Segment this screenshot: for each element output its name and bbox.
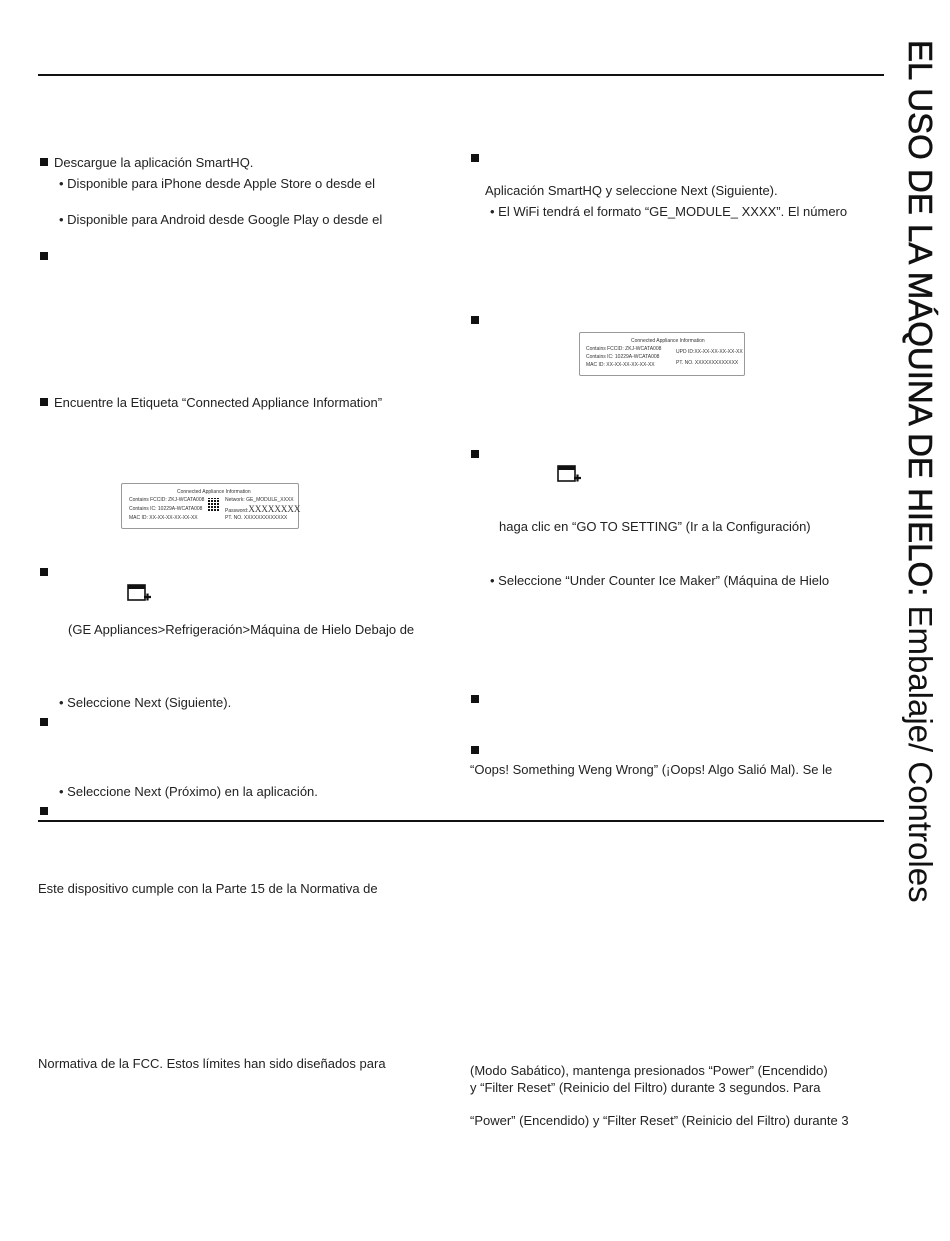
label-password-value: XXXXXXXX (248, 504, 301, 514)
fcc-compliance-text: Este dispositivo cumple con la Parte 15 de la Normativa de (38, 881, 378, 896)
iphone-availability: • Disponible para iPhone desde Apple Store o desde el (59, 176, 376, 191)
bullet-square (471, 695, 479, 703)
section-title-bold: EL USO DE LA MÁQUINA DE HIELO: (902, 40, 939, 597)
bullet-square (471, 316, 479, 324)
wifi-format-note: • El WiFi tendrá el formato “GE_MODULE_ XXXX”. El número (490, 204, 848, 219)
go-to-setting-instruction: haga clic en “GO TO SETTING” (Ir a la Configuración) (499, 519, 811, 534)
label-title: Connected Appliance Information (177, 489, 251, 495)
label-ic: Contains IC: 10229A-WCATA008 (129, 506, 203, 512)
select-ice-maker: • Seleccione “Under Counter Ice Maker” (Máquina de Hielo (490, 573, 830, 588)
select-next-proximo: • Seleccione Next (Próximo) en la aplicación. (59, 784, 318, 799)
label-network: Network: GE_MODULE_XXXX (225, 497, 294, 503)
bullet-square (40, 568, 48, 576)
connected-appliance-label-image (121, 483, 299, 529)
middle-rule (38, 820, 884, 822)
sabbath-mode-line-1: (Modo Sabático), mantenga presionados “Power” (Encendido) (470, 1063, 828, 1078)
label-mac: MAC ID: XX-XX-XX-XX-XX-XX (129, 515, 198, 521)
qr-code-icon (208, 498, 219, 511)
label-ic: Contains IC: 10229A-WCATA008 (586, 354, 660, 360)
label-ptno: PT. NO. XXXXXXXXXXXXX (225, 515, 288, 521)
add-appliance-icon (127, 584, 151, 604)
sabbath-mode-line-2: y “Filter Reset” (Reinicio del Filtro) durante 3 segundos. Para (470, 1080, 821, 1095)
connected-appliance-label-image-2 (579, 332, 745, 376)
select-next-siguiente: • Seleccione Next (Siguiente). (59, 695, 232, 710)
label-mac: MAC ID: XX-XX-XX-XX-XX-XX (586, 362, 655, 368)
label-ptno: PT. NO. XXXXXXXXXXXXX (676, 360, 739, 366)
label-password-label: Password: (225, 508, 249, 514)
bullet-square (40, 718, 48, 726)
bullet-square (40, 158, 48, 166)
appliance-path: (GE Appliances>Refrigeración>Máquina de Hielo Debajo de (68, 622, 415, 637)
bullet-square (40, 252, 48, 260)
bullet-square (40, 398, 48, 406)
section-title-light: Embalaje/ Controles (902, 596, 939, 903)
step-select-network: Aplicación SmartHQ y seleccione Next (Siguiente). (485, 183, 778, 198)
sabbath-mode-line-3: “Power” (Encendido) y “Filter Reset” (Reinicio del Filtro) durante 3 (470, 1113, 849, 1128)
oops-message: “Oops! Something Weng Wrong” (¡Oops! Algo Salió Mal). Se le (470, 762, 833, 777)
bullet-square (471, 450, 479, 458)
label-password (225, 506, 300, 514)
add-appliance-icon (557, 465, 581, 485)
android-availability: • Disponible para Android desde Google Play o desde el (59, 212, 383, 227)
fcc-limits-text: Normativa de la FCC. Estos límites han sido diseñados para (38, 1056, 386, 1071)
bullet-square (40, 807, 48, 815)
label-fccid: Contains FCCID: ZKJ-WCATA008 (129, 497, 205, 503)
label-title: Connected Appliance Information (631, 338, 705, 344)
bullet-square (471, 154, 479, 162)
top-rule (38, 74, 884, 76)
step-find-label: Encuentre la Etiqueta “Connected Appliance Information” (54, 395, 383, 410)
label-fccid: Contains FCCID: ZKJ-WCATA008 (586, 346, 662, 352)
step-download-app: Descargue la aplicación SmartHQ. (54, 155, 254, 170)
bullet-square (471, 746, 479, 754)
section-title (902, 40, 938, 903)
label-upd: UPD ID:XX-XX-XX-XX-XX-XX (676, 349, 743, 355)
